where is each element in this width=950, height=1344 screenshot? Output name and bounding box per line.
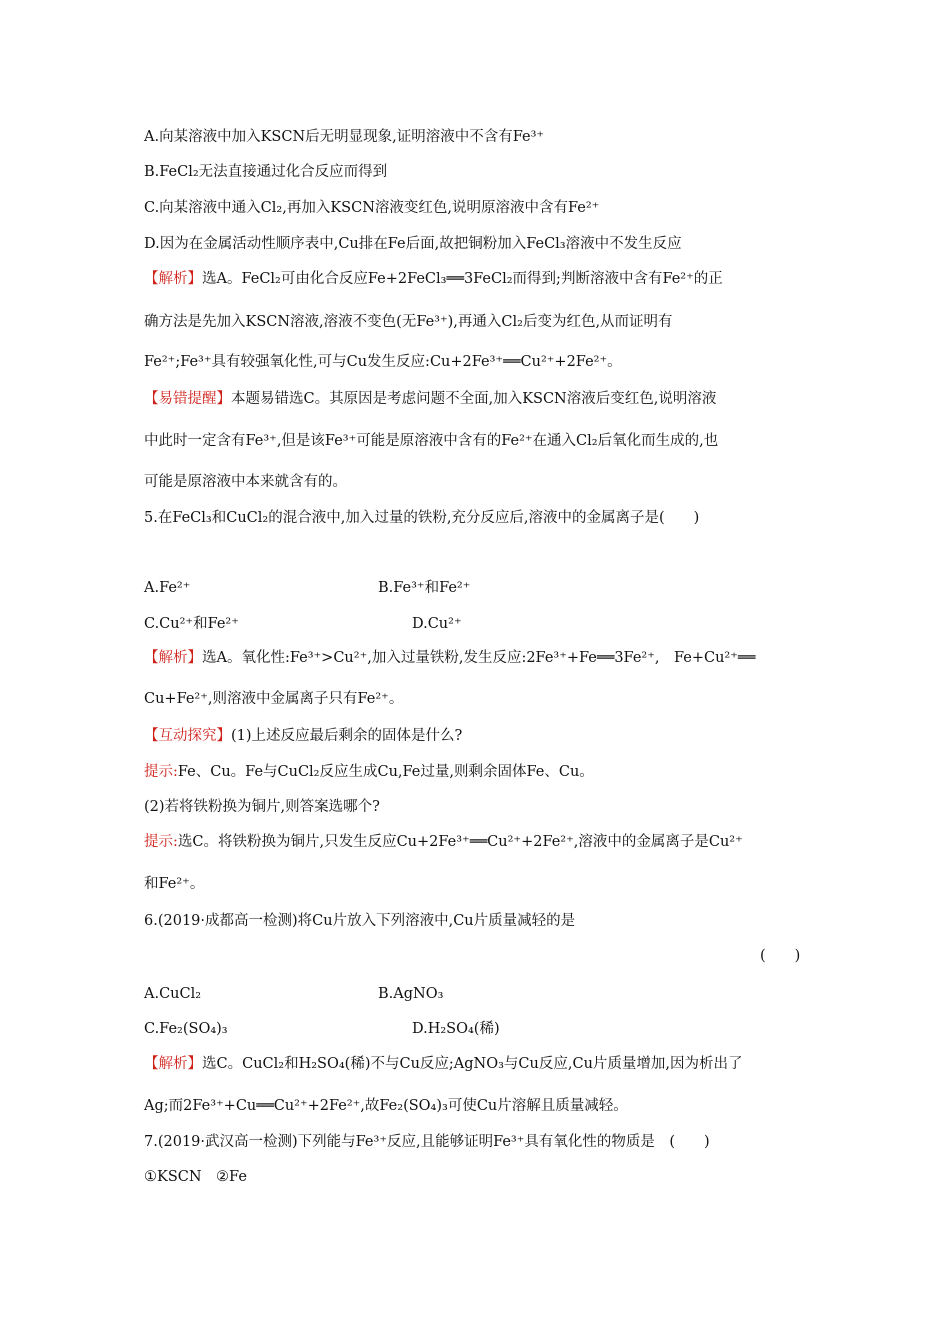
q5-option-d: D.Cu²⁺ bbox=[412, 616, 462, 632]
q4-option-a: A.向某溶液中加入KSCN后无明显现象,证明溶液中不含有Fe³⁺ bbox=[144, 129, 545, 145]
q5-hint-2-line-2: 和Fe²⁺。 bbox=[144, 876, 205, 892]
q4-analysis-line-2: 确方法是先加入KSCN溶液,溶液不变色(无Fe³⁺),再通入Cl₂后变为红色,从而证明有 bbox=[144, 314, 673, 330]
analysis-tag: 【解析】 bbox=[144, 1056, 202, 1072]
q5-hint-2-line-1: 提示:选C。将铁粉换为铜片,只发生反应Cu+2Fe³⁺══Cu²⁺+2Fe²⁺,溶液中的金属离子是Cu²⁺ bbox=[144, 834, 743, 850]
q5-option-b: B.Fe³⁺和Fe²⁺ bbox=[378, 580, 471, 596]
q4-option-d: D.因为在金属活动性顺序表中,Cu排在Fe后面,故把铜粉加入FeCl₃溶液中不发生反应 bbox=[144, 236, 682, 252]
explore-tag: 【互动探究】 bbox=[144, 728, 231, 744]
q5-explore-line-1: 【互动探究】(1)上述反应最后剩余的固体是什么? bbox=[144, 728, 463, 744]
q5-option-a: A.Fe²⁺ bbox=[144, 580, 191, 596]
q5-hint-1: 提示:Fe、Cu。Fe与CuCl₂反应生成Cu,Fe过量,则剩余固体Fe、Cu。 bbox=[144, 764, 594, 780]
q6-option-d: D.H₂SO₄(稀) bbox=[412, 1021, 500, 1037]
q4-analysis-line-1: 【解析】选A。FeCl₂可由化合反应Fe+2FeCl₃══3FeCl₂而得到;判断溶液中含有Fe²⁺的正 bbox=[144, 271, 723, 287]
hint-label: 提示: bbox=[144, 764, 178, 780]
q6-option-b: B.AgNO₃ bbox=[378, 986, 444, 1002]
q6-option-a: A.CuCl₂ bbox=[144, 986, 202, 1002]
q4-tip-line-2: 中此时一定含有Fe³⁺,但是该Fe³⁺可能是原溶液中含有的Fe²⁺在通入Cl₂后氧化而生成的,也 bbox=[144, 433, 719, 449]
q6-stem: 6.(2019·成都高一检测)将Cu片放入下列溶液中,Cu片质量减轻的是 bbox=[144, 913, 576, 929]
q5-option-c: C.Cu²⁺和Fe²⁺ bbox=[144, 616, 239, 632]
hint-label: 提示: bbox=[144, 834, 178, 850]
q6-answer-paren: ( ) bbox=[760, 948, 801, 964]
q6-analysis-line-2: Ag;而2Fe³⁺+Cu══Cu²⁺+2Fe²⁺,故Fe₂(SO₄)₃可使Cu片溶解且质量减轻。 bbox=[144, 1098, 628, 1114]
q7-options: ①KSCN ②Fe bbox=[144, 1169, 247, 1185]
analysis-tag: 【解析】 bbox=[144, 650, 202, 666]
q4-option-b: B.FeCl₂无法直接通过化合反应而得到 bbox=[144, 164, 388, 180]
q5-analysis-line-1: 【解析】选A。氧化性:Fe³⁺>Cu²⁺,加入过量铁粉,发生反应:2Fe³⁺+Fe══3Fe²⁺, Fe+Cu²⁺══ bbox=[144, 650, 756, 666]
q4-tip-line-1: 【易错提醒】本题易错选C。其原因是考虑问题不全面,加入KSCN溶液后变红色,说明溶液 bbox=[144, 391, 717, 407]
q5-stem: 5.在FeCl₃和CuCl₂的混合液中,加入过量的铁粉,充分反应后,溶液中的金属离子是( ) bbox=[144, 510, 700, 526]
q7-stem: 7.(2019·武汉高一检测)下列能与Fe³⁺反应,且能够证明Fe³⁺具有氧化性的物质是 ( ) bbox=[144, 1134, 710, 1150]
q6-option-c: C.Fe₂(SO₄)₃ bbox=[144, 1021, 228, 1037]
q4-analysis-line-3: Fe²⁺;Fe³⁺具有较强氧化性,可与Cu发生反应:Cu+2Fe³⁺══Cu²⁺+2Fe²⁺。 bbox=[144, 354, 622, 370]
tip-tag: 【易错提醒】 bbox=[144, 391, 231, 407]
analysis-tag: 【解析】 bbox=[144, 271, 202, 287]
q5-analysis-line-2: Cu+Fe²⁺,则溶液中金属离子只有Fe²⁺。 bbox=[144, 691, 404, 707]
q6-analysis-line-1: 【解析】选C。CuCl₂和H₂SO₄(稀)不与Cu反应;AgNO₃与Cu反应,Cu片质量增加,因为析出了 bbox=[144, 1056, 743, 1072]
q4-option-c: C.向某溶液中通入Cl₂,再加入KSCN溶液变红色,说明原溶液中含有Fe²⁺ bbox=[144, 200, 600, 216]
q5-explore-question-2: (2)若将铁粉换为铜片,则答案选哪个? bbox=[144, 799, 380, 815]
q4-tip-line-3: 可能是原溶液中本来就含有的。 bbox=[144, 474, 347, 490]
